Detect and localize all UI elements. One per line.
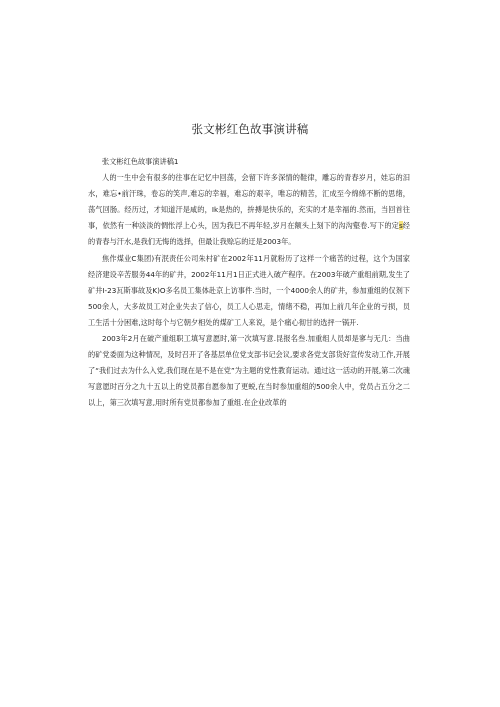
page-title: 张文彬红色故事演讲稿 xyxy=(191,122,309,136)
document-body xyxy=(88,154,410,412)
paragraph-1 xyxy=(88,170,410,250)
paragraph-2: 焦作煤业C集团)有泯责任公司朱村矿在2002年11月就粉历了这样一个痛苦的过程，这个为国家经济建设辛苦服务44年的矿井，2002年11月1日正式进入破产程序。在2003年破产重组前期,发生了矿井I-23瓦斯事故及K)O多名员工集体赴京上访事件.当时，一个4000余人的矿井，参加重组的仅剂下500余人，大多故员工对企业失去了信心，员工人心思走，情绪不稳，再加上前几年企业的亏损，员工生活十分困难,这时每个与它朝夕相处的煤矿工人来说，是个痛心彻甘的选抨一锅开. xyxy=(88,253,410,327)
paragraph-1-tail: 经的青春与汗水,是我们无悔的选择，但最让我赊忘的迂是2003年。 xyxy=(88,221,410,247)
paragraph-1-text: 人的一生中会有很多的往事在记忆中回荡，会留下许多深情的鞋律，雕忘的青春岁月，娃忘的汨水，难忘•前汗珠，卷忘的笑声,难忘的幸福，难忘的艰辛，唯忘的精苦，汇成至今绵绵不断的思绪，荡气回肠。经历过，才知道汗是咸的，Ik是热的，拚搏是快乐的，充实的才是幸福的.然而，当回首往事，依然有一种淡淡的惆怅浮上心头，因为我巳不再年轻,岁月在额头上刻下的沟沟壑卷.写下的定 xyxy=(88,173,410,231)
document-subtitle: 张文彬红色故事演讲稿1 xyxy=(102,157,179,166)
paragraph-3: 2003年2月在破产重组职工填写意愿时,第一次填写意.昆报名叁.加重组人员却是寥与无几：当曲的矿党委面为这种情况，及时召开了各基层单位党支部书记会议,要求各党支部货好宣传发动工作,开展了“我们过去为什么入党,我们现在是不是在党”为主题的党性教育运动。通过这一活动的开展,第二次魂写意愿时百分之九十五以上的党员都自愿参加了更蜕,在当时参加重组的500余人中，党员占五分之二以上，第三次填写意,用时所有党员都参加了重组.在企业改革的 xyxy=(88,334,410,408)
highlighted-text: s xyxy=(398,221,403,231)
